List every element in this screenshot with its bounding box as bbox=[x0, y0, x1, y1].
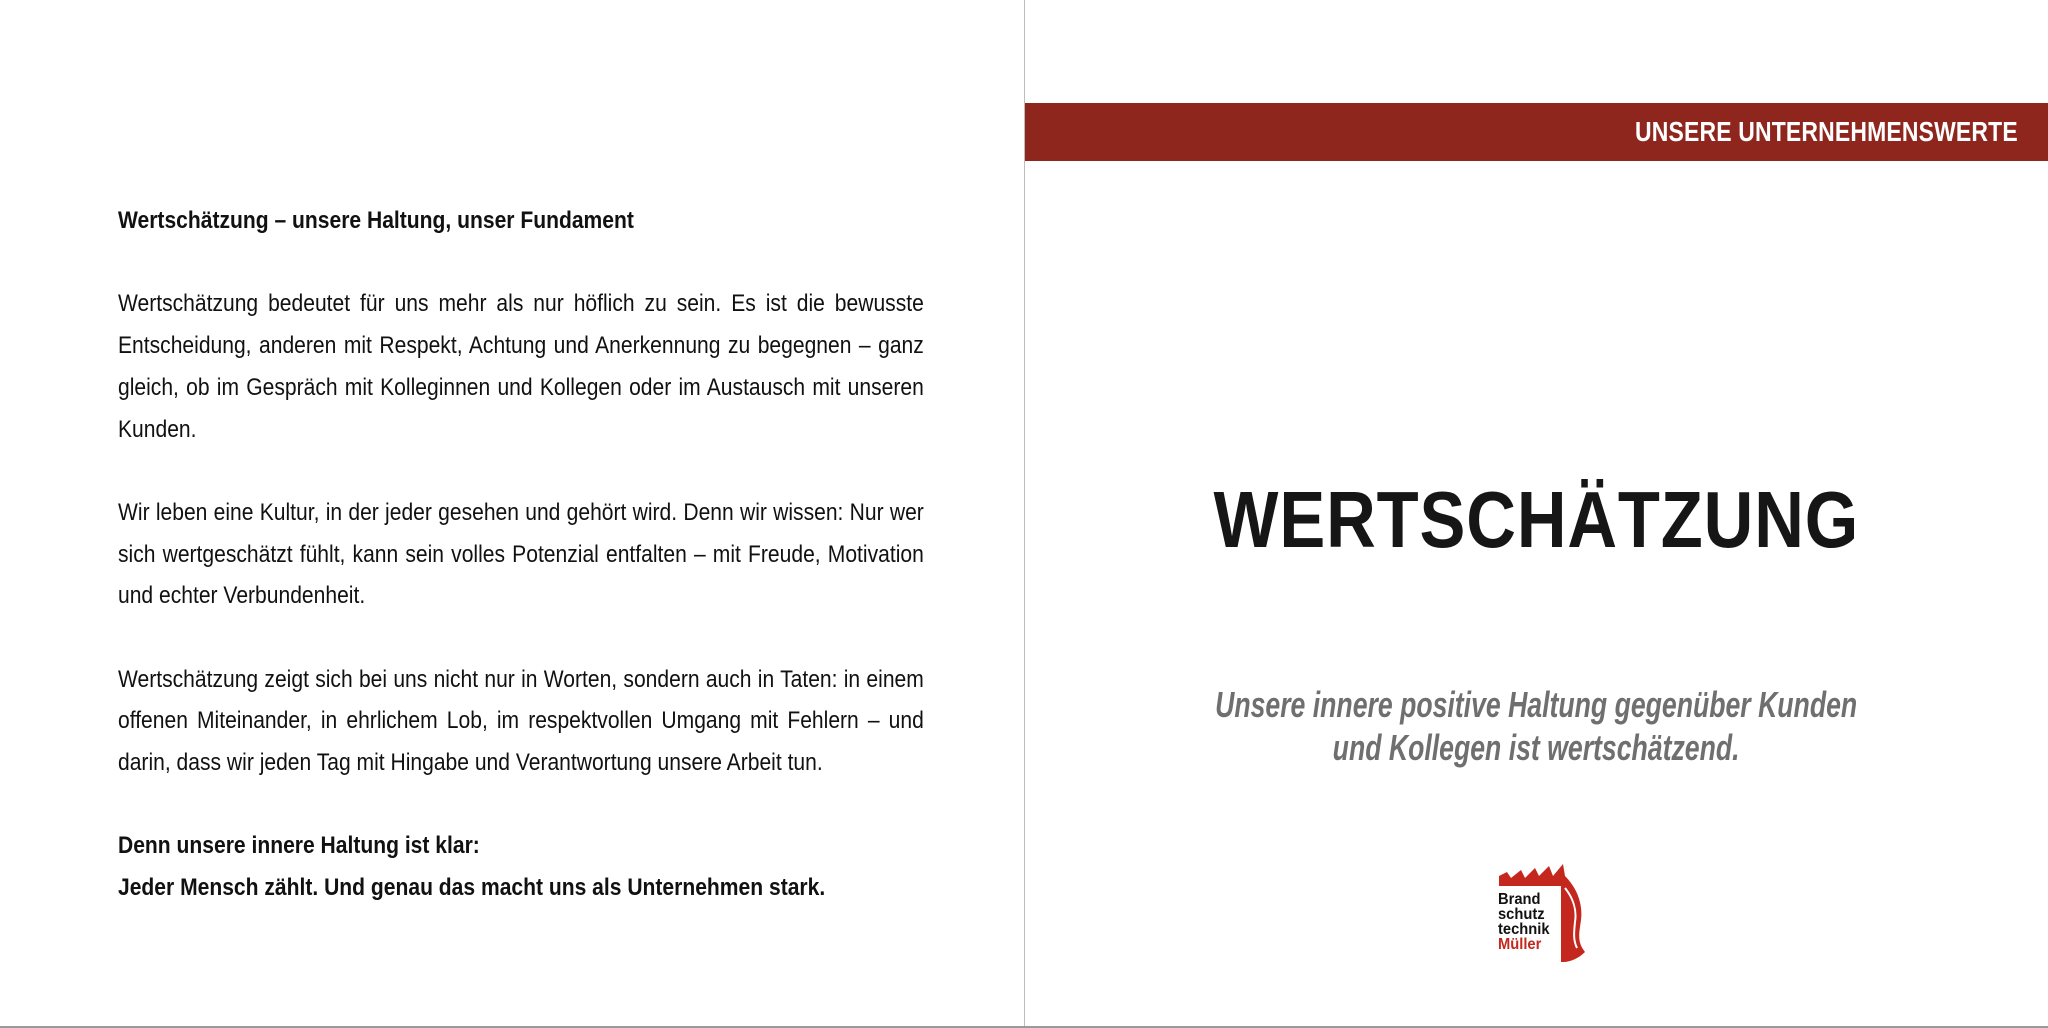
section-heading: Wertschätzung – unsere Haltung, unser Fundament bbox=[118, 207, 634, 234]
section-banner bbox=[1025, 103, 2048, 161]
body-text bbox=[118, 200, 924, 909]
right-page bbox=[1025, 0, 2048, 1026]
tagline-line-1: Unsere innere positive Haltung gegenüber Kunden bbox=[1215, 684, 1858, 725]
closing-statement bbox=[118, 825, 924, 908]
paragraph-2: Wir leben eine Kultur, in der jeder gesehen und gehört wird. Denn wir wissen: Nur wer sich wertgeschätzt fühlt, kann sein volles Potenzial entfalten – mit Freude, Motivation und echter Verbundenheit. bbox=[118, 498, 924, 610]
logo-line-3: technik bbox=[1498, 921, 1550, 938]
logo-wordmark bbox=[1498, 892, 1550, 952]
tagline bbox=[1025, 683, 2048, 769]
page-title bbox=[1025, 476, 2048, 564]
paragraph-3: Wertschätzung zeigt sich bei uns nicht nur in Worten, sondern auch in Taten: in einem offenen Miteinander, in ehrlichem Lob, im respektvollen Umgang mit Fehlern – und darin, dass wir jeden Tag mit Hingabe und Verantwortung unsere Arbeit tun. bbox=[118, 665, 924, 777]
logo-line-2: schutz bbox=[1498, 906, 1545, 923]
left-page bbox=[0, 0, 1024, 1026]
page-title-text: WERTSCHÄTZUNG bbox=[1213, 475, 1860, 564]
closing-line-2: Jeder Mensch zählt. Und genau das macht uns als Unternehmen stark. bbox=[118, 874, 826, 902]
tagline-line-2-wrap bbox=[1097, 726, 1977, 769]
paragraph-1: Wertschätzung bedeutet für uns mehr als nur höflich zu sein. Es ist die bewusste Entscheidung, anderen mit Respekt, Achtung und Anerkennung zu begegnen – ganz gleich, ob im Gespräch mit Kolleginnen und Kollegen oder im Austausch mit unseren Kunden. bbox=[118, 290, 924, 443]
logo-line-4: Müller bbox=[1498, 936, 1542, 953]
tagline-line-1-wrap bbox=[1097, 683, 1977, 726]
closing-line-1: Denn unsere innere Haltung ist klar: bbox=[118, 832, 480, 860]
banner-label: UNSERE UNTERNEHMENSWERTE bbox=[1635, 116, 2018, 147]
tagline-line-2: und Kollegen ist wertschätzend. bbox=[1333, 727, 1740, 768]
logo-line-1: Brand bbox=[1498, 891, 1541, 908]
company-logo bbox=[1467, 864, 1601, 964]
